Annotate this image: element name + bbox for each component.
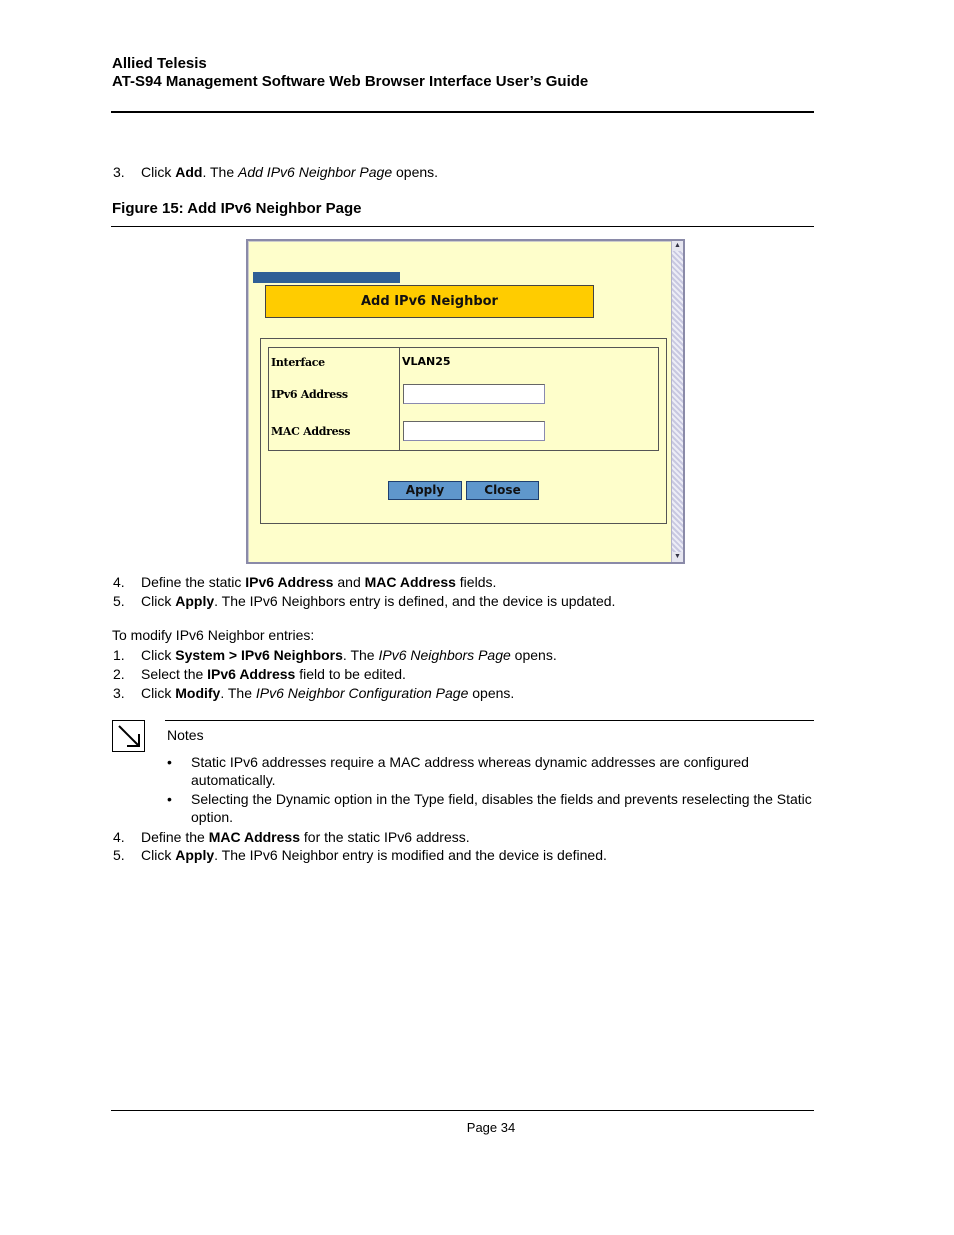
mac-address-input[interactable] [403, 421, 545, 441]
notes-rule [165, 720, 814, 721]
screenshot-content [248, 241, 672, 562]
note-icon [112, 720, 145, 752]
title-tab-bar [253, 272, 400, 283]
scroll-down-icon[interactable]: ▼ [672, 552, 683, 562]
field-grid [268, 347, 659, 451]
interface-value: VLAN25 [402, 355, 451, 368]
step-apply: 5. Click Apply. The IPv6 Neighbors entry is defined, and the device is updated. [113, 593, 616, 609]
notes-title: Notes [167, 727, 204, 743]
figure-caption: Figure 15: Add IPv6 Neighbor Page [112, 200, 362, 217]
vertical-scrollbar[interactable] [671, 241, 683, 562]
modify-step-2: 2. Select the IPv6 Address field to be edited. [113, 666, 406, 682]
note-arrow-icon [113, 721, 144, 751]
step-define-fields: 4. Define the static IPv6 Address and MAC Address fields. [113, 574, 497, 590]
ipv6-address-label: IPv6 Address [271, 388, 348, 401]
modify-step-5: 5. Click Apply. The IPv6 Neighbor entry is modified and the device is defined. [113, 847, 607, 863]
interface-label: Interface [271, 356, 325, 369]
modify-step-1: 1. Click System > IPv6 Neighbors. The IPv6 Neighbors Page opens. [113, 647, 557, 663]
document-title: AT-S94 Management Software Web Browser Interface User’s Guide [112, 73, 589, 90]
grid-divider [399, 348, 400, 450]
modify-intro: To modify IPv6 Neighbor entries: [112, 627, 315, 643]
modify-step-4: 4. Define the MAC Address for the static IPv6 address. [113, 829, 470, 845]
step-add: 3. Click Add. The Add IPv6 Neighbor Page opens. [113, 164, 439, 180]
modify-step-3: 3. Click Modify. The IPv6 Neighbor Configuration Page opens. [113, 685, 515, 701]
note-item: • Static IPv6 addresses require a MAC address whereas dynamic addresses are configured automatically. [167, 754, 749, 788]
scroll-up-icon[interactable]: ▲ [672, 241, 683, 251]
add-ipv6-neighbor-screenshot [246, 239, 685, 564]
caption-rule [111, 226, 814, 227]
mac-address-label: MAC Address [271, 425, 351, 438]
footer-rule [111, 1110, 814, 1111]
page-banner: Add IPv6 Neighbor [265, 285, 594, 318]
close-button[interactable]: Close [466, 481, 539, 500]
header-rule [111, 111, 814, 113]
page-number: Page 34 [466, 1120, 516, 1135]
company-name: Allied Telesis [112, 55, 207, 72]
note-item: • Selecting the Dynamic option in the Type field, disables the fields and prevents reselecting the Static option. [167, 791, 812, 825]
ipv6-address-input[interactable] [403, 384, 545, 404]
apply-button[interactable]: Apply [388, 481, 462, 500]
